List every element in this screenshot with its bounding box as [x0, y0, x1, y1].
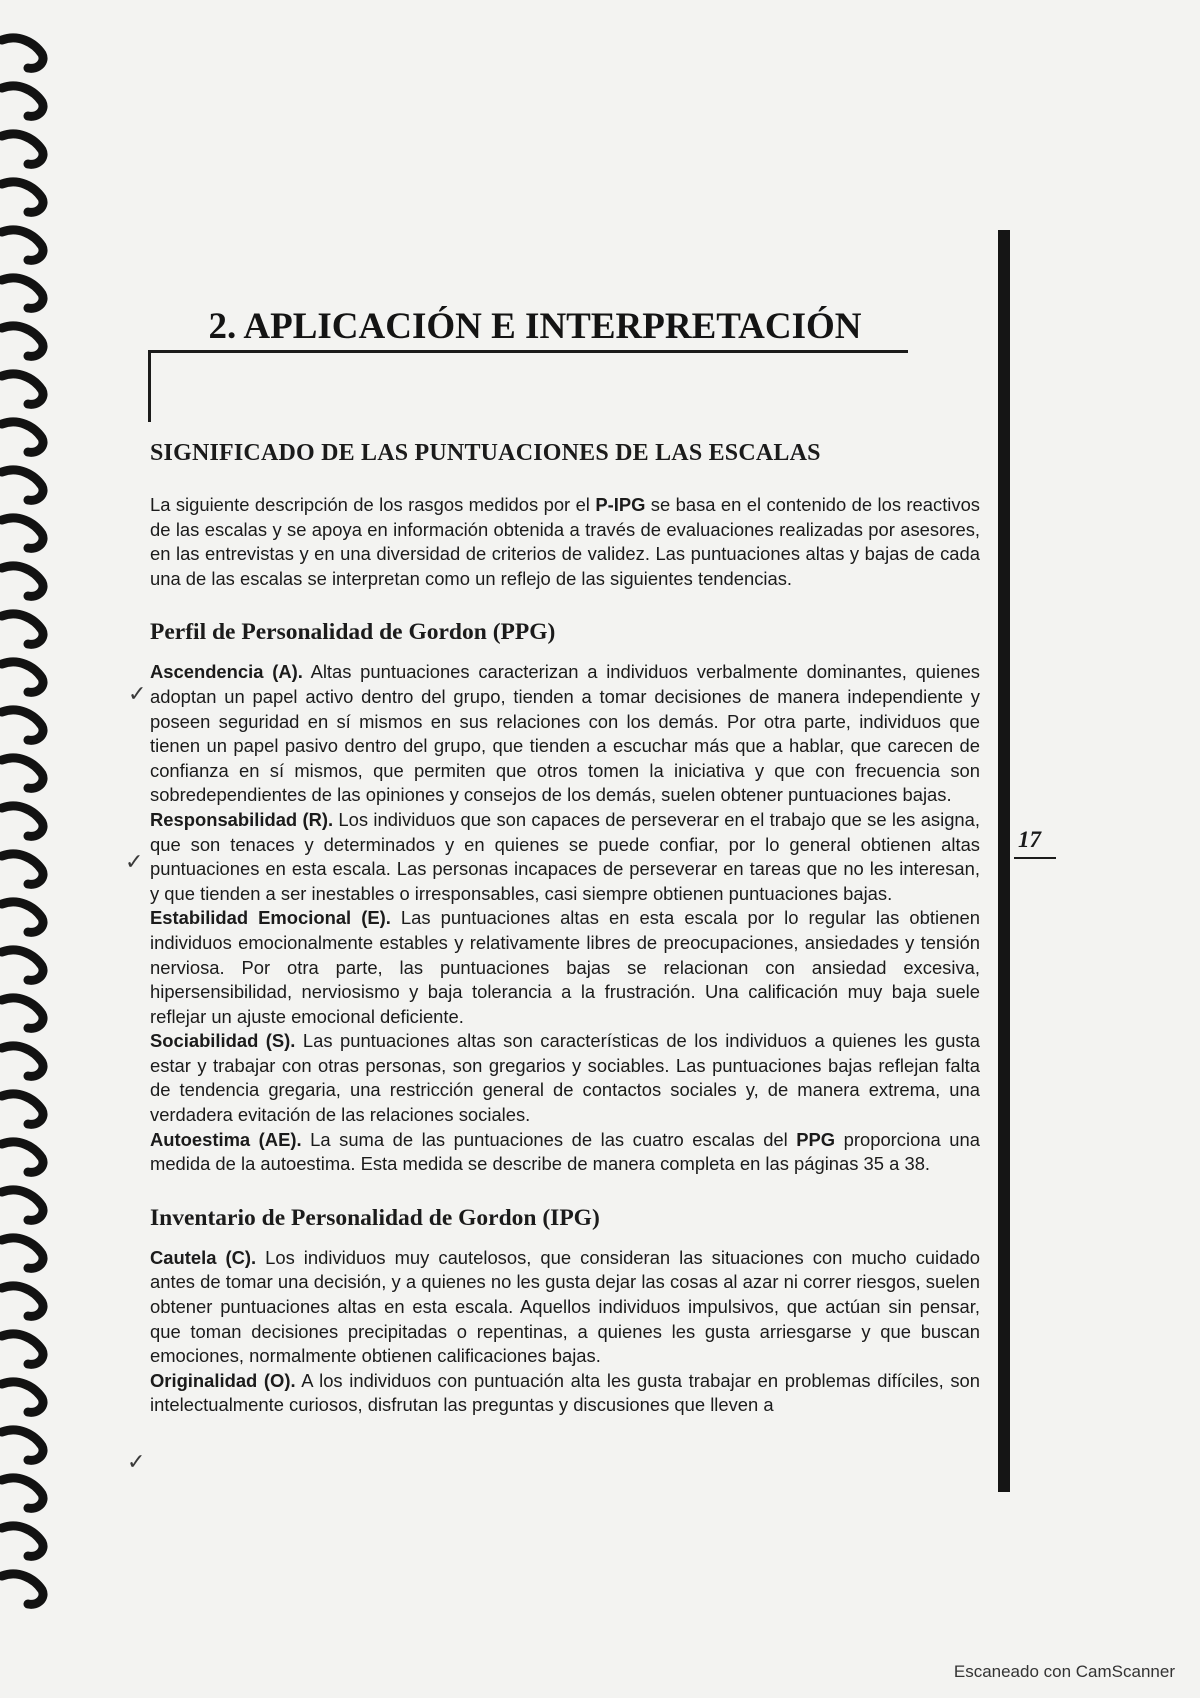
sociabilidad-term: Sociabilidad (S).	[150, 1030, 296, 1052]
spiral-coil	[2, 1094, 43, 1124]
spiral-coil	[2, 1382, 43, 1412]
spiral-coil	[2, 1430, 43, 1460]
spiral-coil	[2, 518, 43, 548]
cautela-paragraph: Cautela (C). Los individuos muy cautelosos, que consideran las situaciones con mucho cuidado antes de tomar una decisión, y a quienes no les gusta dejar las cosas al azar ni correr riesgos, suelen obtener puntuaciones altas en esta escala. Aquellos individuos impulsivos, que actúan sin pensar, que toman decisiones precipitadas o repentinas, a quienes les gusta arriesgarse y que buscan emociones, normalmente obtienen calificaciones bajas.	[150, 1246, 981, 1367]
spiral-binding	[0, 30, 60, 1630]
spiral-coil	[2, 902, 43, 932]
ascendencia-paragraph: Ascendencia (A). Altas puntuaciones caracterizan a individuos verbalmente dominantes, quienes adoptan un papel activo dentro del grupo, tienden a tomar decisiones de manera independiente y poseen seguridad en sí mismos en sus relaciones con los demás. Por otra parte, individuos que tienen un papel pasivo dentro del grupo, que tienden a escuchar más que a hablar, que carecen de confianza en sí mismos, que permiten que otros tomen la iniciativa y que con frecuencia son sobredependientes de las opiniones y consejos de los demás, suelen obtener puntuaciones bajas.	[150, 661, 980, 806]
chapter-title: 2. APLICACIÓN E INTERPRETACIÓN	[208, 306, 862, 347]
spiral-coil	[2, 182, 43, 212]
responsabilidad-term: Responsabilidad (R).	[150, 808, 334, 830]
responsabilidad-paragraph: Responsabilidad (R). Los individuos que son capaces de perseverar en el trabajo que se les asigna, que son tenaces y determinados y en quienes se puede confiar, por lo general obtienen altas puntuaciones en esta escala. Las personas incapaces de perseverar en tareas que no les interesan, y que tienden a ser inestables o irresponsables, casi siempre obtienen puntuaciones bajas.	[150, 808, 980, 904]
spiral-coil	[2, 1334, 43, 1364]
ipg-heading: Inventario de Personalidad de Gordon (IPG)	[150, 1204, 600, 1231]
spiral-coil	[2, 854, 43, 884]
section-title: SIGNIFICADO DE LAS PUNTUACIONES DE LAS ESCALAS	[150, 440, 821, 466]
originalidad-paragraph: Originalidad (O). A los individuos con puntuación alta les gusta trabajar en problemas difíciles, son intelectualmente curiosos, disfrutan las preguntas y discusiones que lleven a	[150, 1369, 980, 1416]
ppg-term: PPG	[796, 1128, 836, 1150]
spiral-coil	[2, 134, 43, 164]
estabilidad-paragraph: Estabilidad Emocional (E). Las puntuaciones altas en esta escala por lo regular las obtienen individuos emocionalmente estables y relativamente libres de preocupaciones, ansiedades y tensión nerviosa. Por otra parte, las puntuaciones bajas se relacionan con ansiedad excesiva, hipersensibilidad, nerviosismo y baja tolerancia a la frustración. Una calificación muy baja suele reflejar un ajuste emocional deficiente.	[150, 907, 980, 1027]
autoestima-term: Autoestima (AE).	[150, 1128, 302, 1150]
chapter-rule-left	[148, 350, 151, 422]
page-side-bar	[998, 230, 1010, 1492]
estabilidad-term: Estabilidad Emocional (E).	[150, 907, 391, 929]
spiral-coil	[2, 230, 43, 260]
spiral-coil	[2, 806, 43, 836]
spiral-coil	[2, 1190, 43, 1220]
spiral-coil	[2, 470, 43, 500]
spiral-coil	[2, 38, 43, 68]
spiral-coil	[2, 1286, 43, 1316]
spiral-coil	[2, 1574, 43, 1604]
page-content	[150, 440, 980, 1418]
check-mark-icon: ✓	[127, 1450, 146, 1475]
spiral-coil	[2, 278, 43, 308]
check-mark-icon: ✓	[125, 850, 144, 875]
spiral-coil	[2, 614, 43, 644]
originalidad-term: Originalidad (O).	[150, 1369, 296, 1391]
chapter-rule-top	[148, 350, 908, 353]
spiral-coil	[2, 1238, 43, 1268]
spiral-coil	[2, 758, 43, 788]
autoestima-paragraph: Autoestima (AE). La suma de las puntuaciones de las cuatro escalas del PPG proporciona una medida de la autoestima. Esta medida se describe de manera completa en las páginas 35 a 38.	[150, 1128, 980, 1175]
chapter-heading	[150, 305, 920, 352]
spiral-coil	[2, 710, 43, 740]
intro-paragraph: La siguiente descripción de los rasgos medidos por el P-IPG se basa en el contenido de los reactivos de las escalas y se apoya en información obtenida a través de evaluaciones realizadas por asesores, en las entrevistas y en una diversidad de criterios de validez. Las puntuaciones altas y bajas de cada una de las escalas se interpretan como un reflejo de las siguientes tendencias.	[150, 494, 981, 589]
spiral-coil	[2, 1142, 43, 1172]
spiral-coil	[2, 422, 43, 452]
sociabilidad-paragraph: Sociabilidad (S). Las puntuaciones altas son características de los individuos a quienes les gusta estar y trabajar con otras personas, son gregarios y sociables. Las puntuaciones bajas reflejan falta de tendencia gregaria, una restricción general de contactos sociales y, de manera extrema, una verdadera evitación de las relaciones sociales.	[150, 1030, 981, 1126]
spiral-coil	[2, 326, 43, 356]
page-number: 17	[1018, 827, 1041, 852]
page-number-rule	[1014, 857, 1056, 859]
spiral-coil	[2, 950, 43, 980]
spiral-coil	[2, 998, 43, 1028]
ppg-heading: Perfil de Personalidad de Gordon (PPG)	[150, 619, 556, 646]
p-ipg-term: P-IPG	[595, 494, 646, 515]
spiral-coil	[2, 1526, 43, 1556]
ascendencia-term: Ascendencia (A).	[150, 661, 303, 683]
spiral-coil	[2, 1478, 43, 1508]
spiral-coil	[2, 566, 43, 596]
cautela-term: Cautela (C).	[150, 1246, 257, 1268]
scanner-footer: Escaneado con CamScanner	[953, 1662, 1175, 1681]
spiral-coil	[2, 1046, 43, 1076]
spiral-coil	[2, 374, 43, 404]
spiral-coil	[2, 86, 43, 116]
spiral-coil	[2, 662, 43, 692]
check-mark-icon: ✓	[128, 682, 147, 707]
